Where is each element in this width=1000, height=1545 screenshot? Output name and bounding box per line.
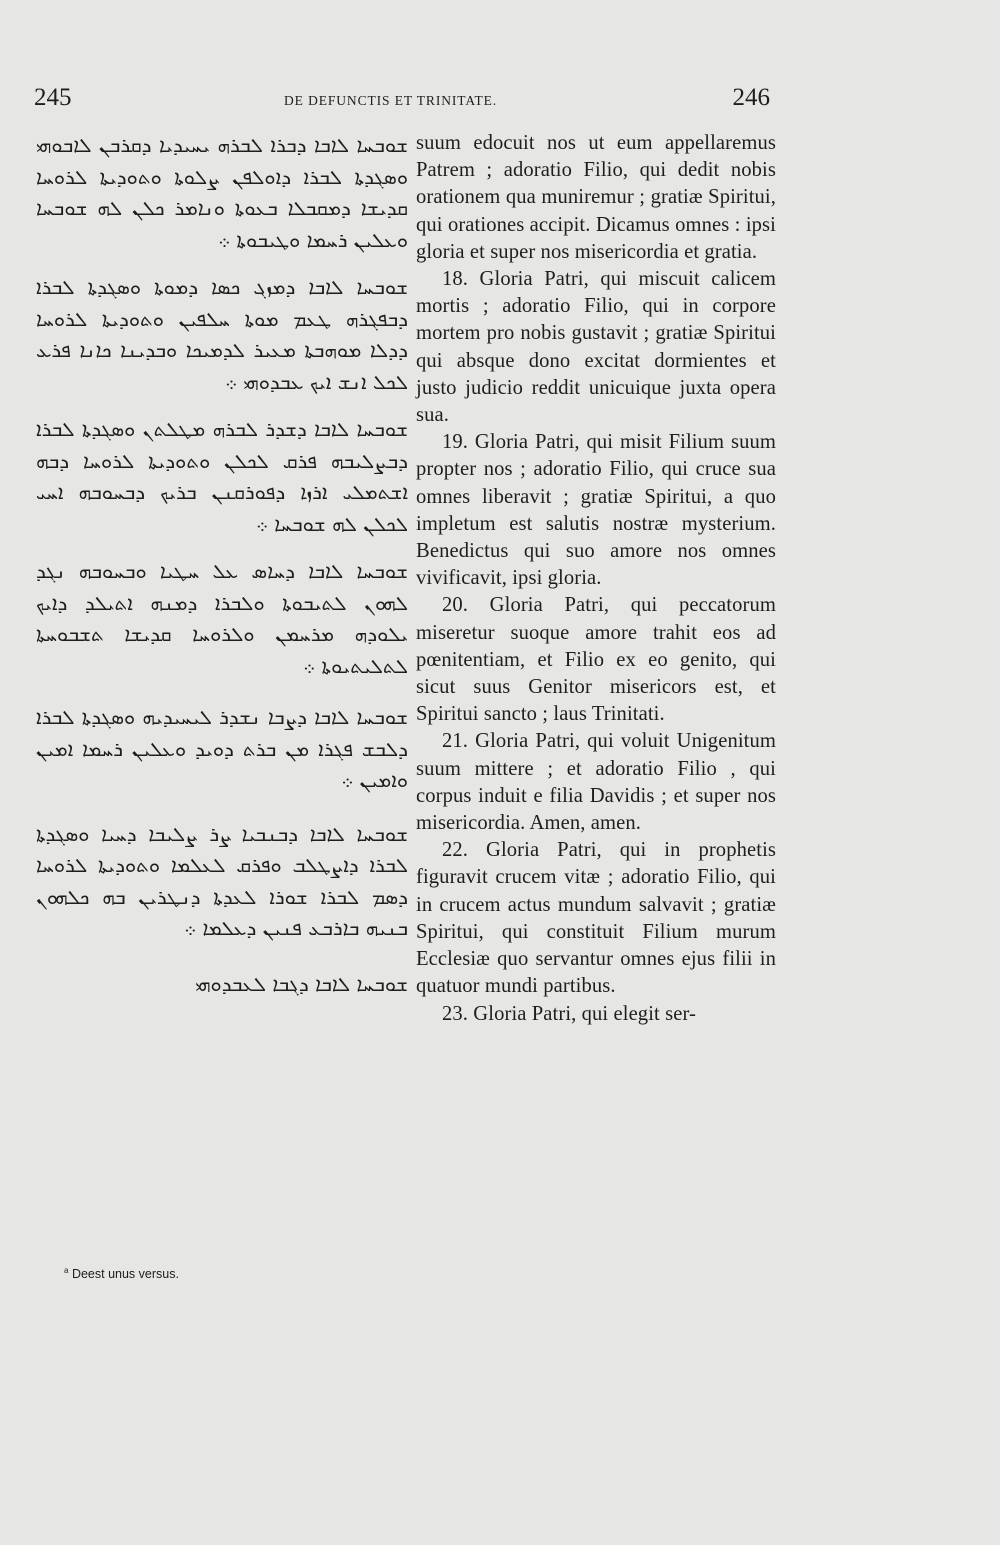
syriac-paragraph: ܫܘܒܚܐ ܠܐܒܐ ܕܫܕܪ ܠܒܪܗ ܡܛܠܬܢ ܘܣܓܕܬܐ ܠܒܪܐ ܕܒܨܠܝܒܗ ܦܪܩ ܠܟܠܢ ܘܬܘܕܝܬܐ ܠܪܘܚܐ ܕܒܗ ܐܫܬܡܠܝ ܐܪܙܐ ܕܦܘܪܩܢܢ ܒܪܝܟ ܕܒܚܘܒܗ ܐܚܝ ܠܟܠܢ ܠܗ ܫܘܒܚܐ ܀	[36, 417, 408, 536]
latin-paragraph: 21. Gloria Patri, qui voluit Unigenitum suum mittere ; et adoratio Filio , qui corpus induit e filia Davidis ; et super nos misericordia. Amen, amen.	[416, 730, 776, 835]
syriac-paragraph: ܫܘܒܚܐ ܠܐܒܐ ܕܚܐܣ ܥܠ ܚܛܝܐ ܘܒܚܘܒܗ ܢܓܕ ܠܗܘܢ ܠܬܝܒܘܬܐ ܘܠܒܪܐ ܕܡܢܗ ܐܬܝܠܕ ܕܐܝܟ ܝܠܘܕܗ ܡܪܚܡܢ ܘܠܪܘܚܐ ܩܕܝܫܐ ܬܫܒܘܚܬܐ ܠܬܠܝܬܝܘܬܐ ܀	[36, 559, 408, 678]
latin-paragraph: 22. Gloria Patri, qui in prophetis figuravit crucem vitæ ; adoratio Filio, qui in crucem actus mundum salvavit ; gratiæ Spiritui, qui constituit Filium murum Ecclesiæ quo servantur omnes ejus filii in quatuor mundi partibus.	[416, 839, 776, 998]
syriac-text-column	[36, 130, 408, 1016]
page-number-left: 245	[34, 84, 72, 111]
footnote-marker: a	[64, 1266, 69, 1275]
latin-paragraph: 18. Gloria Patri, qui miscuit calicem mortis ; adoratio Filio, qui in corpore mortem pro nobis gustavit ; gratiæ Spiritui qui absque dono excitat dormientes et justo judicio reddit unicuique juxta opera sua.	[416, 268, 776, 427]
syriac-paragraph: ܫܘܒܚܐ ܠܐܒܐ ܕܨܒܐ ܢܫܕܪ ܠܝܚܝܕܝܗ ܘܣܓܕܬܐ ܠܒܪܐ ܕܠܒܫ ܦܓܪܐ ܡܢ ܒܪܬ ܕܘܝܕ ܘܥܠܝܢ ܪܚܡܐ ܐܡܝܢ ܘܐܡܝܢ ܀	[36, 705, 408, 792]
footnote-text: Deest unus versus.	[71, 1267, 179, 1282]
latin-paragraph: 20. Gloria Patri, qui peccatorum miseretur suoque amore trahit eos ad pœnitentiam, et Filio ex eo genito, qui sicut suus Genitor misericors est, et Spiritui sancto ; laus Trinitati.	[416, 594, 776, 726]
syriac-paragraph: ܫܘܒܚܐ ܠܐܒܐ ܕܓܒܐ ܠܥܒܕܘܗܝ	[195, 971, 408, 996]
footnote	[64, 1266, 179, 1281]
page-number-right: 246	[732, 84, 770, 111]
syriac-paragraph: ܫܘܒܚܐ ܠܐܒܐ ܕܡܙܓ ܟܣܐ ܕܡܘܬܐ ܘܣܓܕܬܐ ܠܒܪܐ ܕܒܦܓܪܗ ܛܥܡ ܡܘܬܐ ܚܠܦܝܢ ܘܬܘܕܝܬܐ ܠܪܘܚܐ ܕܕܠܐ ܡܘܗܒܬܐ ܡܥܝܪ ܠܕܡܝܟܐ ܘܒܕܝܢܐ ܟܐܢܐ ܦܪܥ ܠܟܠ ܐܢܫ ܐܝܟ ܥܒܕܘܗܝ ܀	[36, 275, 408, 394]
running-title: DE DEFUNCTIS ET TRINITATE.	[284, 93, 498, 108]
latin-paragraph: 19. Gloria Patri, qui misit Filium suum propter nos ; adoratio Filio, qui cruce sua omnes liberavit ; gratiæ Spiritui, a quo impletum est salutis nostræ mysterium. Benedictus qui suo amore nos omnes vivificavit, ipsi gloria.	[416, 431, 776, 590]
latin-text-column	[416, 130, 776, 1028]
running-head	[34, 84, 770, 116]
latin-paragraph: 23. Gloria Patri, qui elegit ser-	[442, 1002, 696, 1025]
latin-paragraph: suum edocuit nos ut eum appellaremus Patrem ; adoratio Filio, qui dedit nobis orationem qua muniremur ; gratiæ Spiritui, qui orationes accipit. Dicamus omnes : ipsi gloria et super nos misericordia et gratia.	[416, 132, 776, 263]
syriac-paragraph: ܫܘܒܚܐ ܠܐܒܐ ܕܒܢܒܝܐ ܨܪ ܨܠܝܒܐ ܕܚܝܐ ܘܣܓܕܬܐ ܠܒܪܐ ܕܐܨܛܠܒ ܘܦܪܩ ܠܥܠܡܐ ܘܬܘܕܝܬܐ ܠܪܘܚܐ ܕܣܡ ܠܒܪܐ ܫܘܪܐ ܠܥܕܬܐ ܕܢܛܪܝܢ ܒܗ ܟܠܗܘܢ ܒܢܝܗ ܒܐܪܒܥ ܦܢܝܢ ܕܥܠܡܐ ܀	[36, 821, 408, 940]
syriac-paragraph: ܫܘܒܚܐ ܠܐܒܐ ܕܒܪܐ ܠܒܪܗ ܝܚܝܕܝܐ ܕܩܪܒܢ ܠܐܒܘܗܝ ܘܣܓܕܬܐ ܠܒܪܐ ܕܐܘܠܦܢ ܨܠܘܬܐ ܘܬܘܕܝܬܐ ܠܪܘܚܐ ܩܕܝܫܐ ܕܡܩܒܠܐ ܒܥܘܬܐ ܘܢܐܡܪ ܟܠܢ ܠܗ ܫܘܒܚܐ ܘܥܠܝܢ ܪܚܡܐ ܘܛܝܒܘܬܐ ܀	[36, 133, 408, 252]
